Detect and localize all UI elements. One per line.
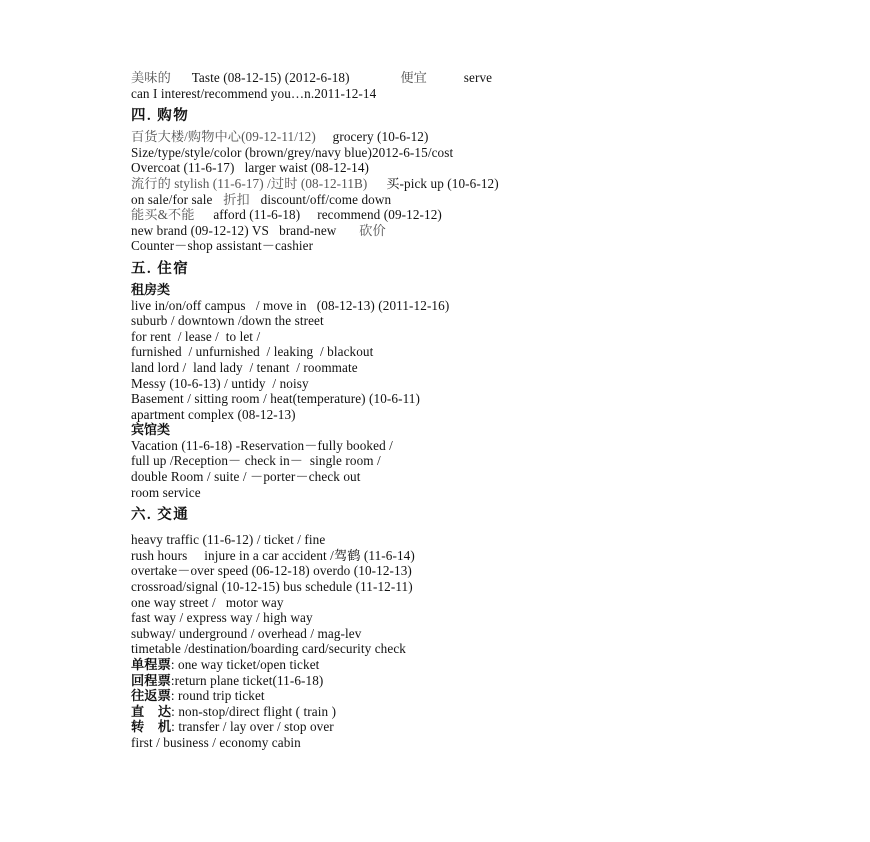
text-line-transport-5: one way street / motor way (131, 594, 284, 610)
ticket-label: 往返票 (131, 688, 171, 704)
ticket-text: : one way ticket/open ticket (170, 657, 320, 672)
text-line-hotel-4: room service (131, 484, 201, 500)
ticket-label: 回程票 (131, 672, 171, 688)
ticket-line-transfer (131, 719, 831, 735)
text-line-taste (131, 70, 831, 86)
text-line-shopping-8: Counter－shop assistant－cashier (131, 238, 314, 254)
text-line-transport-6: fast way / express way / high way (131, 610, 313, 626)
text-line-shopping-7: new brand (09-12-12) VS brand-new 砍价 (131, 222, 386, 238)
ticket-text: :return plane ticket(11-6-18) (170, 672, 324, 688)
text-line-shopping-2: Size/type/style/color (brown/grey/navy blue)2012-6-15/cost (131, 144, 454, 160)
subheading-rent: 租房类 (131, 281, 171, 297)
text-line-rent-4: furnished / unfurnished / leaking / blackout (131, 344, 374, 360)
text-line-hotel-1: Vacation (11-6-18) -Reservation－fully booked / (131, 437, 393, 453)
subheading-hotel: 宾馆类 (131, 422, 171, 438)
ticket-text: : round trip ticket (170, 688, 265, 704)
document-page (131, 70, 831, 751)
text-line-transport-8: timetable /destination/boarding card/security check (131, 641, 406, 657)
text-line-transport-1: heavy traffic (11-6-12) / ticket / fine (131, 532, 326, 548)
text-line-hotel-3: double Room / suite / －porter－check out (131, 469, 361, 485)
text-line-transport-7: subway/ underground / overhead / mag-lev (131, 625, 362, 641)
ticket-line-round-trip (131, 688, 831, 704)
text-line-shopping-6: 能买&不能 afford (11-6-18) recommend (09-12-12) (131, 207, 442, 223)
term-cheap: 便宜 (400, 70, 427, 85)
text-line-recommend: can I interest/recommend you…n.2011-12-14 (131, 85, 377, 101)
text-line-rent-6: Messy (10-6-13) / untidy / noisy (131, 375, 309, 391)
ticket-line-return (131, 673, 831, 689)
ticket-line-direct (131, 704, 831, 720)
ticket-text: : transfer / lay over / stop over (171, 719, 334, 735)
ticket-label: 单程票 (131, 657, 171, 672)
text-line-transport-3: overtake－over speed (06-12-18) overdo (10-12-13) (131, 563, 412, 579)
term-serve: serve (463, 70, 493, 85)
ticket-line-one-way (131, 657, 831, 673)
text-line-rent-1: live in/on/off campus / move in (08-12-13) (2011-12-16) (131, 297, 450, 313)
section-heading-shopping: 四. 购物 (131, 108, 190, 125)
text-line-rent-5: land lord / land lady / tenant / roommate (131, 359, 358, 375)
term-tasty: 美味的 (131, 70, 171, 85)
text-line-hotel-2: full up /Reception－ check in－ single room / (131, 453, 381, 469)
ticket-label: 转 机 (131, 719, 172, 735)
text-line-cabin: first / business / economy cabin (131, 734, 301, 750)
ticket-label: 直 达 (131, 703, 172, 719)
term-taste: Taste (08-12-15) (2012-6-18) (191, 70, 350, 85)
text-line-transport-2: rush hours injure in a car accident /驾鹤 (11-6-14) (131, 547, 415, 563)
text-line-rent-3: for rent / lease / to let / (131, 328, 261, 344)
text-line-shopping-3: Overcoat (11-6-17) larger waist (08-12-14) (131, 160, 370, 176)
text-line-transport-4: crossroad/signal (10-12-15) bus schedule (11-12-11) (131, 579, 413, 595)
section-heading-lodging: 五. 住宿 (131, 260, 190, 277)
ticket-text: : non-stop/direct flight ( train ) (171, 703, 337, 719)
text-line-rent-8: apartment complex (08-12-13) (131, 406, 296, 422)
section-heading-transport: 六. 交通 (131, 507, 190, 524)
text-line-shopping-1: 百货大楼/购物中心(09-12-11/12) grocery (10-6-12) (131, 129, 429, 145)
text-line-rent-7: Basement / sitting room / heat(temperature) (10-6-11) (131, 391, 420, 407)
text-line-shopping-5: on sale/for sale 折扣 discount/off/come down (131, 191, 392, 207)
text-line-shopping-4: 流行的 stylish (11-6-17) /过时 (08-12-11B) 买-pick up (10-6-12) (131, 175, 499, 191)
text-line-rent-2: suburb / downtown /down the street (131, 313, 324, 329)
